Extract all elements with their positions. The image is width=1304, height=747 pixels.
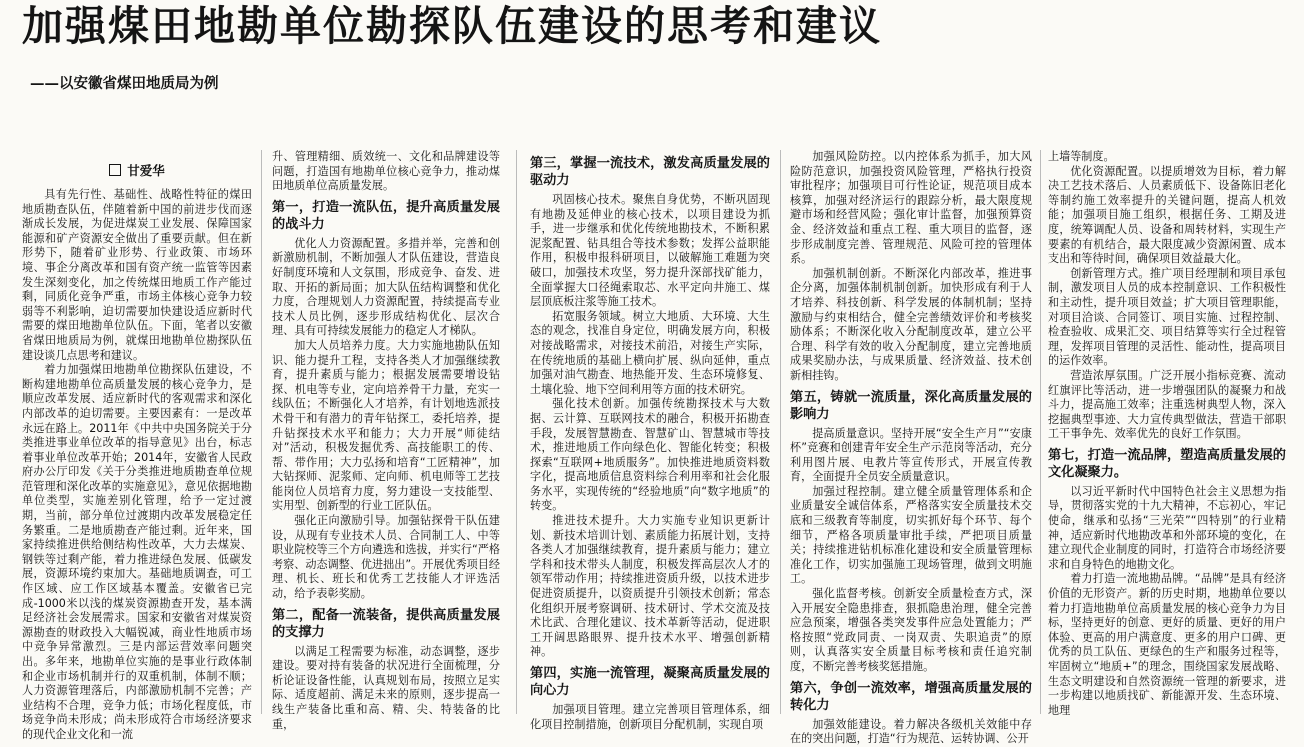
paragraph: 着力打造一流地勘品牌。“品牌”是具有经济价值的无形资产。新的历史时期，地勘单位要以着力打造地勘单位高质量发展的核心竞争力为目标，坚持更好的创意、更好的质量、更好的用户体验、更高的用户满意度、更多的用户口碑、更优秀的员工队伍、更绿色的生产和服务过程等，牢固树立“地质+”的理念，围绕国家发展战略、生态文明建设和自然资源统一管理的新要求，进一步构建以地质找矿、新能源开发、生态环境、地理	[1048, 572, 1286, 717]
paragraph: 加强过程控制。建立健全质量管理体系和企业质量安全诚信体系，严格落实安全质量技术交底和三级教育等制度，切实抓好每个环节、每个细节，严格各项质量审批手续，严把项目质量关；持续推进钻机标准化建设和安全质量管理标准化工作，切实加强施工现场管理，做到文明施工。	[790, 484, 1032, 586]
paragraph: 加强风险防控。以内控体系为抓手，加大风险防范意识，加强投资风险管理，严格执行投资审批程序；加强项目可行性论证，规范项目成本核算，加强对经济运行的跟踪分析，最大限度规避市场和经营风险；强化审计监督，加强预算资金、经济效益和重点工程、重大项目的监督，逐步形成制度完善、管理规范、风险可控的管理体系。	[790, 150, 1032, 266]
paragraph: 加强机制创新。不断深化内部改革，推进事企分离，加强体制机制创新。加快形成有利于人才培养、科技创新、科学发展的体制机制；坚持激励与约束相结合，健全完善绩效评价和考核奖励体系；不断深化收入分配制度改革，建立公平合理、科学有效的收入分配制度，建立完善地质成果奖励办法，与成果质量、经济效益、技术创新相挂钩。	[790, 266, 1032, 382]
column-divider	[516, 150, 517, 714]
paragraph: 拓宽服务领域。树立大地质、大环境、大生态的观念，找准自身定位，明确发展方向，积极对接战略需求，对接技术前沿，对接生产实际，在传统地质的基础上横向扩展、纵向延伸，重点加强对油气勘查、地热能开发、生态环境修复、土壤化验、地下空间利用等方面的技术研究。	[530, 309, 770, 396]
paragraph: 提高质量意识。坚持开展“安全生产月”“安康杯”竞赛和创建青年安全生产示范岗等活动，充分利用图片展、电教片等宣传形式，开展宣传教育，全面提升全员安全质量意识。	[790, 426, 1032, 484]
paragraph: 强化监督考核。创新安全质量检查方式，深入开展安全隐患排查，狠抓隐患治理，健全完善应急预案，增强各类突发事件应急处置能力；严格按照“党政同责、一岗双责、失职追责”的原则，认真落实安全质量目标考核和责任追究制度，不断完善考核奖惩措施。	[790, 587, 1032, 673]
section-heading: 第五，铸就一流质量，深化高质量发展的影响力	[790, 389, 1032, 422]
paragraph: 以习近平新时代中国特色社会主义思想为指导，贯彻落实党的十九大精神，不忘初心，牢记使命，继承和弘扬“三光荣”“四特别”的行业精神，适应新时代地勘改革和外部环境的变化，在建立现代企业制度的同时，打造符合市场经济要求和自身特色的地勘文化。	[1048, 484, 1286, 571]
article-title: 加强煤田地勘单位勘探队伍建设的思考和建议	[22, 2, 882, 50]
paragraph: 创新管理方式。推广项目经理制和项目承包制，激发项目人员的成本控制意识、工作积极性和主动性，提升项目效益；扩大项目管理职能，对项目洽谈、合同签订、项目实施、过程控制、检查验收、成果汇交、项目结算等实行全过程管理，发挥项目管理的灵活性、能动性，提高项目的运作效率。	[1048, 266, 1286, 368]
paragraph: 具有先行性、基础性、战略性特征的煤田地质勘查队伍，伴随着新中国的前进步伐而逐渐成长发展，为促进煤炭工业发展、保障国家能源和矿产资源安全做出了重要贡献。但在新形势下，随着矿业形势、行业政策、市场环境、事企分离改革和国有资产统一监管等因素发生深刻变化，加之传统煤田地质工作产能过剩，同质化竞争严重，市场主体核心竞争力较弱等不利影响，迫切需要加快建设适应新时代需要的煤田地勘单位队伍。下面，笔者以安徽省煤田地质局为例，就煤田地勘单位勘探队伍建设谈几点思考和建议。	[22, 188, 252, 362]
article-subtitle: ——以安徽省煤田地质局为例	[30, 75, 219, 92]
paragraph: 以满足工程需要为标准，动态调整，逐步建设。要对持有装备的状况进行全面梳理，分析论证设备性能，认真规划布局，按照立足实际、适度超前、满足未来的原则，逐步提高一线生产装备比重和高、精、尖、特装备的比重，	[272, 644, 500, 731]
section-heading: 第三，掌握一流技术，激发高质量发展的驱动力	[530, 156, 770, 188]
section-heading: 第六，争创一流效率，增强高质量发展的转化力	[790, 680, 1032, 713]
column-divider	[1040, 150, 1041, 714]
square-icon	[109, 164, 121, 176]
paragraph: 优化资源配置。以提质增效为目标，着力解决工艺技术落后、人员素质低下、设备陈旧老化等制约施工效率提升的关键问题，提高人机效能；加强项目施工组织，根据任务、工期及进度，统筹调配人员、设备和周转材料，实现生产要素的有机结合，最大限度减少资源闲置、成本支出和等待时间，确保项目效益最大化。	[1048, 164, 1286, 266]
text-column-3	[530, 150, 770, 731]
paragraph: 营造浓厚氛围。广泛开展小指标竞赛、流动红旗评比等活动，进一步增强团队的凝聚力和战斗力，提高施工效率；注重选树典型人物，深入挖掘典型事迹、大力宣传典型做法，营造干部职工干事争先、效率优先的良好工作氛围。	[1048, 368, 1286, 441]
paragraph: 巩固核心技术。聚焦自身优势，不断巩固现有地勘及延伸业的核心技术，以项目建设为抓手，进一步继承和优化传统地勘技术，不断积累泥浆配置、钻具组合等技术参数；发挥公益职能作用，积极申报科研项目，以破解施工难题为突破口，加强技术攻坚，努力提升深部找矿能力，全面掌握大口径绳索取芯、水平定向井施工、煤层顶底板注浆等施工技术。	[530, 193, 770, 309]
section-heading: 第一，打造一流队伍，提升高质量发展的战斗力	[272, 199, 500, 232]
paragraph: 推进技术提升。大力实施专业知识更新计划、新技术培训计划、素质能力拓展计划，支持各类人才加强继续教育，提升素质与能力；建立学科和技术带头人制度，积极发挥高层次人才的领军带动作用；持续推进资质升级，以技术进步促进资质提升，以资质提升引领技术创新；常态化组织开展考察调研、技术研讨、学术交流及技术比武、合理化建议、技术革新等活动，促进职工开阔思路眼界、提升技术水平、增强创新精神。	[530, 514, 770, 659]
paragraph: 加强效能建设。着力解决各级机关效能中存在的突出问题，打造“行为规范、运转协调、公开	[790, 717, 1032, 746]
paragraph: 强化技术创新。加强传统勘探技术与大数据、云计算、互联网技术的融合，积极开拓勘查手段，发展智慧勘查、智慧矿山、智慧城市等技术，推进地质工作向绿色化、智能化转变；积极探索“互联网+地质服务”。加快推进地质资料数字化，提高地质信息资料综合利用率和社会化服务水平，实现传统的“经验地质”向“数字地质”的转变。	[530, 397, 770, 513]
column-divider	[261, 150, 262, 714]
paragraph: 加大人员培养力度。大力实施地勘队伍知识、能力提升工程，支持各类人才加强继续教育，提升素质与能力；根据发展需要增设钻探、机电等专业，定向培养骨干力量，充实一线队伍；不断强化人才培养，有计划地选派技术骨干和有潜力的青年钻探工，委托培养，提升钻探技术水平和能力；大力开展“师徒结对”活动，积极发掘优秀、高技能职工的传、帮、带作用；大力弘扬和培育“工匠精神”，加大钻探师、泥浆师、定向师、机电师等工艺技能岗位人员培育力度，努力建设一支技能型、实用型、创新型的行业工匠队伍。	[272, 338, 500, 513]
text-column-1	[22, 150, 252, 741]
author-byline	[22, 162, 252, 180]
section-heading: 第二，配备一流装备，提供高质量发展的支撑力	[272, 607, 500, 640]
section-heading: 第四，实施一流管理，凝聚高质量发展的向心力	[530, 666, 770, 698]
paragraph: 优化人力资源配置。多措并举，完善和创新激励机制，不断加强人才队伍建设，营造良好制度环境和人文氛围，形成竞争、奋发、进取、开拓的新局面；加大队伍结构调整和优化力度，合理规划人力资源配置，持续提高专业技术人员比例，逐步形成结构优化、层次合理、具有可持续发展能力的稳定人才梯队。	[272, 236, 500, 338]
paragraph: 着力加强煤田地勘单位勘探队伍建设，不断构建地勘单位高质量发展的核心竞争力，是顺应改革发展、适应新时代的客观需求和深化内部改革的迫切需要。主要因素有：一是改革永远在路上。2011年《中共中央国务院关于分类推进事业单位改革的指导意见》出台，标志着事业单位改革开始；2014年，安徽省人民政府办公厅印发《关于分类推进地质勘查单位规范管理和深化改革的实施意见》，意见依据地勘单位类型，实施差别化管理，给予一定过渡期，当前，部分单位过渡期内改革发展稳定任务繁重。二是地质勘查产能过剩。近年来，国家持续推进供给侧结构性改革，大力去煤炭、钢铁等过剩产能，着力推进绿色发展、低碳发展，资源环境约束加大。基础地质调查，可工作区域、应工作区域基本覆盖。安徽省已完成-1000米以浅的煤炭资源勘查开发，基本满足经济社会发展需求。国家和安徽省对煤炭资源勘查的财政投入大幅锐减，商业性地质市场中竞争异常激烈。三是内部运营效率问题突出。多年来，地勘单位实施的是事业行政体制和企业市场机制并行的双重机制，体制不顺；人力资源管理落后，内部激励机制不完善；产业结构不合理，竞争力低；市场化程度低，市场竞争尚未形成；尚未形成符合市场经济要求的现代企业文化和一流	[22, 363, 252, 741]
section-heading: 第七，打造一流品牌，塑造高质量发展的文化凝聚力。	[1048, 447, 1286, 480]
text-column-5	[1048, 150, 1286, 717]
paragraph: 加强项目管理。建立完善项目管理体系，细化项目控制措施，创新项目分配机制，实现自项	[530, 703, 770, 731]
text-column-2	[272, 150, 500, 731]
paragraph: 升、管理精细、质效统一、文化和品牌建设等问题，打造国有地勘单位核心竞争力，推动煤田地质单位高质量发展。	[272, 150, 500, 193]
paragraph: 上墙等制度。	[1048, 150, 1115, 163]
column-divider	[780, 150, 781, 714]
text-column-4	[790, 150, 1032, 746]
author-name: 甘爱华	[127, 163, 165, 178]
paragraph: 强化正向激励引导。加强钻探骨干队伍建设，从现有专业技术人员、合同制工人、中等职业院校等三个方向遴选和选拔，并实行“严格考察、动态调整、优进拙出”。开展优秀项目经理、机长、班长和优秀工艺技能人才评选活动，给予表彰奖励。	[272, 514, 500, 601]
